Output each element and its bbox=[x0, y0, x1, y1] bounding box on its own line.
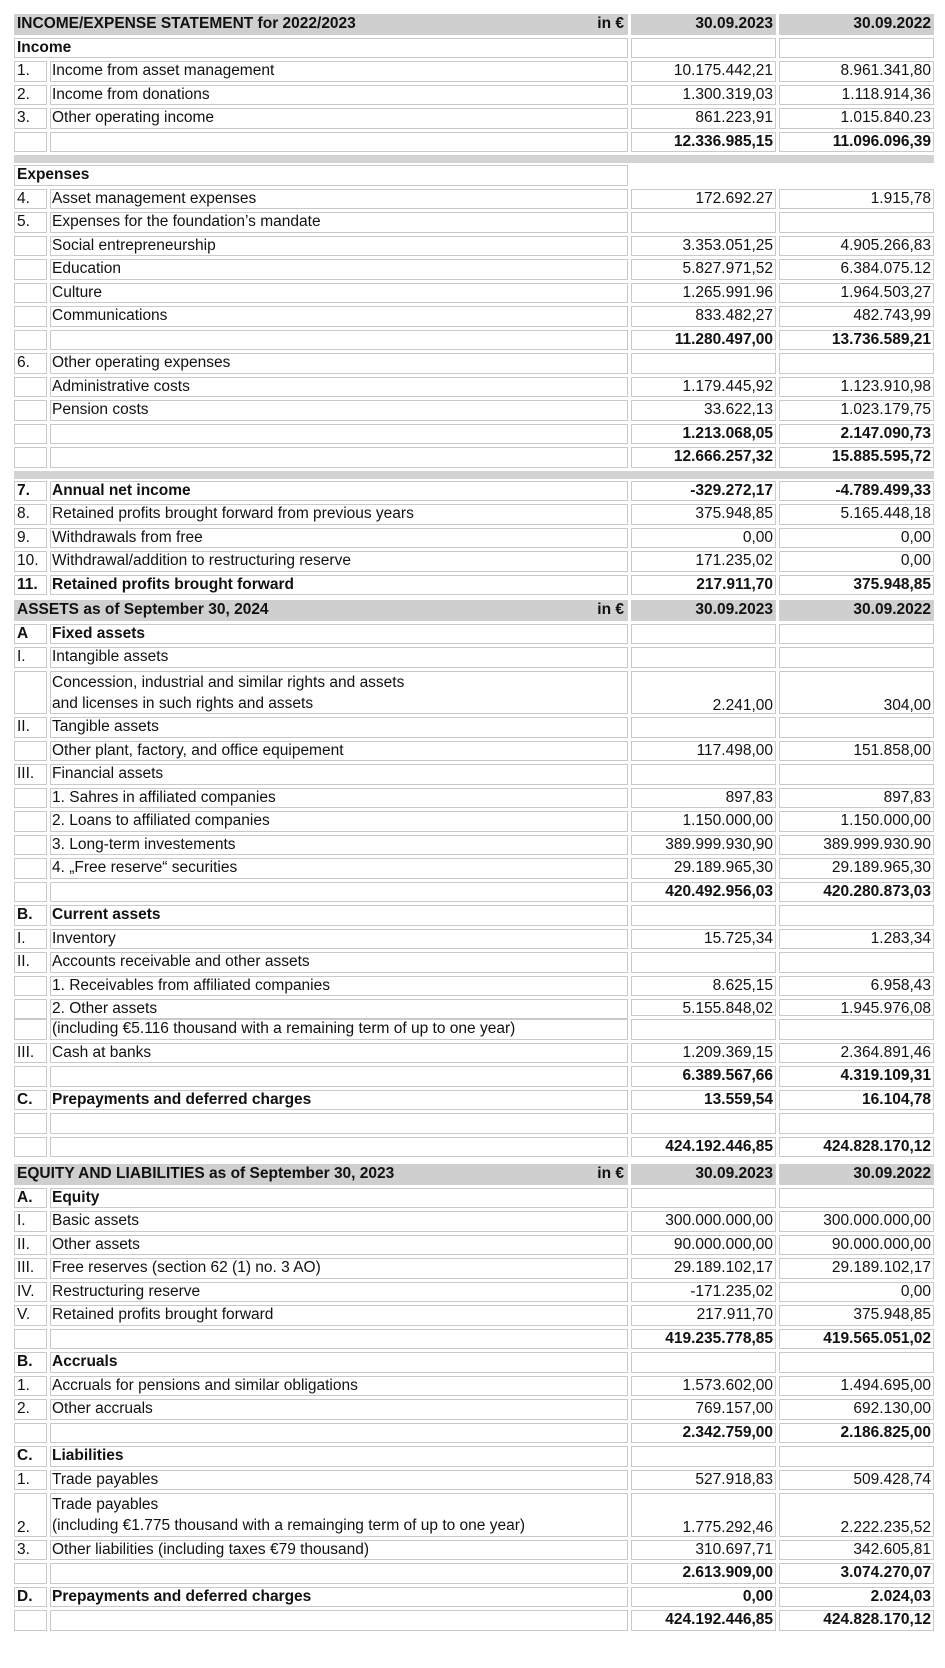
table-row: II. Tangible assets bbox=[14, 717, 934, 741]
table-row: 1. Receivables from affiliated companies 8.625,15 6.958,43 bbox=[14, 976, 934, 1000]
section-fixed-assets: A Fixed assets bbox=[14, 624, 934, 648]
section-income bbox=[14, 38, 934, 62]
table-row: 7. Annual net income -329.272,17 -4.789.499,33 bbox=[14, 481, 934, 505]
column-header-2023: 30.09.2023 bbox=[631, 1164, 776, 1185]
table-row: V. Retained profits brought forward 217.911,70 375.948,85 bbox=[14, 1305, 934, 1329]
table-row: III. Free reserves (section 62 (1) no. 3 AO) 29.189.102,17 29.189.102,17 bbox=[14, 1258, 934, 1282]
table-row: 2. Other accruals 769.157,00 692.130,00 bbox=[14, 1399, 934, 1423]
unit-label: in € bbox=[597, 1165, 624, 1182]
subtotal-row: 6.389.567,66 4.319.109,31 bbox=[14, 1066, 934, 1090]
table-row: Education 5.827.971,52 6.384.075.12 bbox=[14, 259, 934, 283]
section-equity: A. Equity bbox=[14, 1188, 934, 1212]
table-row: III. Financial assets bbox=[14, 764, 934, 788]
table-row: Culture 1.265.991.96 1.964.503,27 bbox=[14, 283, 934, 307]
assets-total-row: 424.192.446,85 424.828.170,12 bbox=[14, 1137, 934, 1161]
column-header-2023: 30.09.2023 bbox=[631, 14, 776, 35]
subtotal-row: 419.235.778,85 419.565.051,02 bbox=[14, 1329, 934, 1353]
table-row: 2. Loans to affiliated companies 1.150.000,00 1.150.000,00 bbox=[14, 811, 934, 835]
financial-statement-document bbox=[14, 14, 934, 1634]
table-row: 4. Asset management expenses 172.692.27 1.915,78 bbox=[14, 189, 934, 213]
table-row: 8. Retained profits brought forward from previous years 375.948,85 5.165.448,18 bbox=[14, 504, 934, 528]
table-row: 1. Trade payables 527.918,83 509.428,74 bbox=[14, 1470, 934, 1494]
section-title: Expenses bbox=[14, 165, 628, 186]
table-row: 3. Long-term investements 389.999.930,90 389.999.930.90 bbox=[14, 835, 934, 859]
table-row: 5. Expenses for the foundation’s mandate bbox=[14, 212, 934, 236]
table-row: 3. Other operating income 861.223,91 1.015.840.23 bbox=[14, 108, 934, 132]
subtotal-row: 420.492.956,03 420.280.873,03 bbox=[14, 882, 934, 906]
subtotal-row: 11.280.497,00 13.736.589,21 bbox=[14, 330, 934, 354]
table-row: III. Cash at banks 1.209.369,15 2.364.891,46 bbox=[14, 1043, 934, 1067]
table-row: 2. Trade payables (including €1.775 thousand with a remainging term of up to one year) 1.775.292,46 2.222.235,52 bbox=[14, 1493, 934, 1540]
table-row: II. Accounts receivable and other assets bbox=[14, 952, 934, 976]
divider bbox=[14, 155, 934, 165]
table-row: I. Inventory 15.725,34 1.283,34 bbox=[14, 929, 934, 953]
unit-label: in € bbox=[597, 15, 624, 32]
column-header-2022: 30.09.2022 bbox=[779, 600, 934, 621]
table-row: Concession, industrial and similar rights and assets and licenses in such rights and assets 2.241,00 304,00 bbox=[14, 671, 934, 718]
table-row: I. Basic assets 300.000.000,00 300.000.000,00 bbox=[14, 1211, 934, 1235]
section-title: Income bbox=[14, 38, 628, 59]
assets-title: ASSETS as of September 30, 2024 in € bbox=[14, 600, 628, 621]
table-row: 10. Withdrawal/addition to restructuring reserve 171.235,02 0,00 bbox=[14, 551, 934, 575]
table-row: D. Prepayments and deferred charges 0,00 2.024,03 bbox=[14, 1587, 934, 1611]
table-row: I. Intangible assets bbox=[14, 647, 934, 671]
column-header-2023: 30.09.2023 bbox=[631, 600, 776, 621]
income-total-row: 12.336.985,15 11.096.096,39 bbox=[14, 132, 934, 156]
liabilities-title: EQUITY AND LIABILITIES as of September 30, 2023 in € bbox=[14, 1164, 628, 1185]
table-row: 1. Accruals for pensions and similar obligations 1.573.602,00 1.494.695,00 bbox=[14, 1376, 934, 1400]
table-row: Administrative costs 1.179.445,92 1.123.910,98 bbox=[14, 377, 934, 401]
table-row: 2. Other assets 5.155.848,02 1.945.976,08 bbox=[14, 999, 934, 1019]
table-row: C. Prepayments and deferred charges 13.559,54 16.104,78 bbox=[14, 1090, 934, 1114]
table-row: 1. Sahres in affiliated companies 897,83 897,83 bbox=[14, 788, 934, 812]
table-row: (including €5.116 thousand with a remaining term of up to one year) bbox=[14, 1019, 934, 1043]
subtotal-row: 2.342.759,00 2.186.825,00 bbox=[14, 1423, 934, 1447]
income-statement-title: INCOME/EXPENSE STATEMENT for 2022/2023 in € bbox=[14, 14, 628, 35]
subtotal-row: 2.613.909,00 3.074.270,07 bbox=[14, 1563, 934, 1587]
column-header-2022: 30.09.2022 bbox=[779, 14, 934, 35]
table-row: Social entrepreneurship 3.353.051,25 4.905.266,83 bbox=[14, 236, 934, 260]
table-row: Pension costs 33.622,13 1.023.179,75 bbox=[14, 400, 934, 424]
liabilities-header bbox=[14, 1164, 934, 1188]
table-row: 11. Retained profits brought forward 217.911,70 375.948,85 bbox=[14, 575, 934, 599]
table-row: 9. Withdrawals from free 0,00 0,00 bbox=[14, 528, 934, 552]
divider bbox=[14, 471, 934, 481]
table-row: Other plant, factory, and office equipement 117.498,00 151.858,00 bbox=[14, 741, 934, 765]
column-header-2022: 30.09.2022 bbox=[779, 1164, 934, 1185]
expenses-total-row: 12.666.257,32 15.885.595,72 bbox=[14, 447, 934, 471]
table-row: IV. Restructuring reserve -171.235,02 0,00 bbox=[14, 1282, 934, 1306]
section-current-assets: B. Current assets bbox=[14, 905, 934, 929]
table-row: 4. „Free reserve“ securities 29.189.965,30 29.189.965,30 bbox=[14, 858, 934, 882]
liabilities-total-row: 424.192.446,85 424.828.170,12 bbox=[14, 1610, 934, 1634]
table-row: 6. Other operating expenses bbox=[14, 353, 934, 377]
table-row: Communications 833.482,27 482.743,99 bbox=[14, 306, 934, 330]
unit-label: in € bbox=[597, 601, 624, 618]
empty-row bbox=[14, 1113, 934, 1137]
section-accruals: B. Accruals bbox=[14, 1352, 934, 1376]
section-expenses bbox=[14, 165, 934, 189]
table-row: 3. Other liabilities (including taxes €79 thousand) 310.697,71 342.605,81 bbox=[14, 1540, 934, 1564]
assets-header bbox=[14, 600, 934, 624]
table-row: 1. Income from asset management 10.175.442,21 8.961.341,80 bbox=[14, 61, 934, 85]
subtotal-row: 1.213.068,05 2.147.090,73 bbox=[14, 424, 934, 448]
table-row: II. Other assets 90.000.000,00 90.000.000,00 bbox=[14, 1235, 934, 1259]
section-liabilities: C. Liabilities bbox=[14, 1446, 934, 1470]
table-row: 2. Income from donations 1.300.319,03 1.118.914,36 bbox=[14, 85, 934, 109]
income-statement-header bbox=[14, 14, 934, 38]
